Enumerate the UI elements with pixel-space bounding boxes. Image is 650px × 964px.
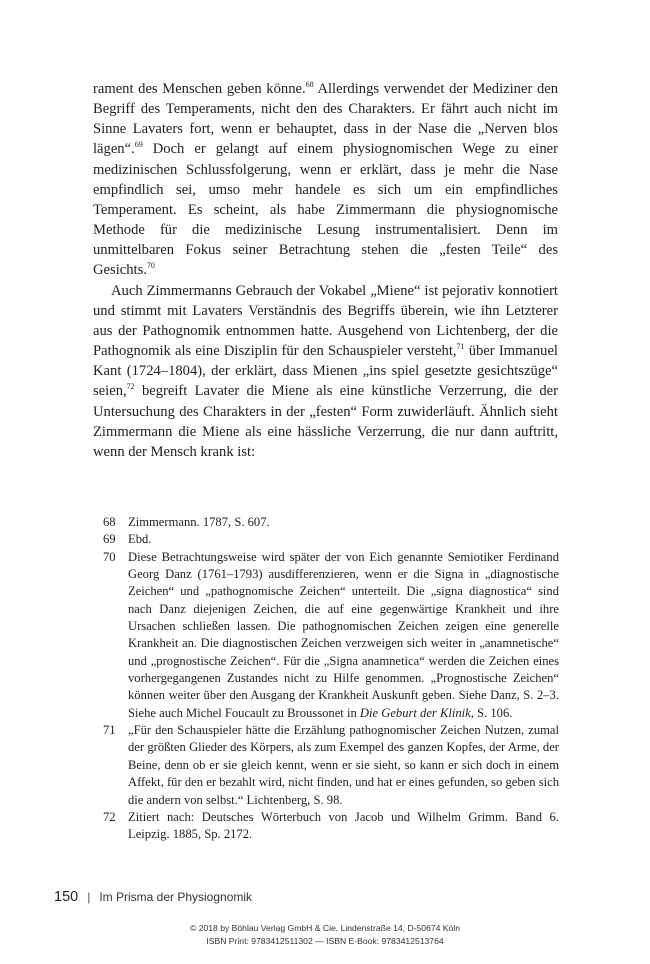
body-text — [93, 79, 558, 462]
footnote-number: 69 — [103, 532, 116, 547]
paragraph — [93, 79, 558, 281]
footnote-number: 68 — [103, 515, 116, 529]
footnote-reference: 68 — [305, 80, 314, 89]
footnote-reference: 72 — [126, 382, 135, 392]
text-run: Auch Zimmermanns Gebrauch der Vokabel „Miene“ ist pejorativ konnotiert und stimmt mit Lavaters Verständnis des Begriffs überein, wie ihn Letzterer aus der Pathognomik entnommen hatte. Ausgehend von Lichtenberg, der die Pathognomik als eine Disziplin für den Schauspieler versteht, — [93, 282, 558, 360]
text-run: Doch er gelangt auf einem physiognomischen Wege zu einer medizinischen Schlussfolgerung, wenn er erklärt, dass je mehr die Nase empfindlich sei, umso mehr handele es sich um ein empfindliches Temperament. Es scheint, als habe Zimmermann die physiognomische Methode für die medizinische Lesung instrumentalisiert. Denn im unmittelbaren Fokus seiner Betrachtung stehen die „festen Teile“ des Gesichts. — [93, 141, 558, 279]
text-run: begreift Lavater die Miene als eine künstliche Verzerrung, die der Untersuchung des Charakters in der „festen“ Form zuwiderläuft. Ähnlich sieht Zimmermann die Miene als eine hässliche Verzerrung, die nur dann auftritt, wenn der Mensch krank ist: — [93, 383, 558, 460]
copyright-notice — [0, 922, 650, 949]
footnote-number: 70 — [103, 549, 116, 564]
text-run: Diese Betrachtungsweise wird später der von Eich genannte Semiotiker Ferdinand Georg Danz (1761–1793) ausdifferenzieren, wenn er die Signa in „diagnostische Zeichen“ und „pathognomische Zeichen“ unterteilt. Die „signa diagnostica“ sind nach Danz diejenigen Zeichen, die auf eine gegenwärtige Krankheit und ihre Ursachen schließen lassen. Die pathognomischen Zeichen zeigen eine generelle Krankheit an. Die diagnostischen Zeichen verzweigen sich weiter in „anamnetische“ und „prognostische Zeichen“. Für die „Signa anamnetica“ werden die Zeichen eines vorhergegangenen Zustandes nicht zu Hilfe genommen. „Prognostische Zeichen“ können weiter über den Ausgang der Krankheit Auskunft geben. Siehe Danz, S. 2–3. Siehe auch Michel Foucault zu Broussonet in — [128, 549, 559, 720]
text-run: , S. 106. — [470, 705, 513, 720]
footnote-number: 72 — [103, 809, 116, 824]
text-run: Ebd. — [128, 532, 152, 547]
footnote — [103, 549, 559, 722]
copyright-line: © 2018 by Böhlau Verlag GmbH & Cie, Lindenstraße 14, D-50674 Köln — [189, 923, 461, 933]
footnote — [103, 514, 559, 531]
text-run: über Immanuel Kant (1724–1804), der erklärt, dass Mienen „ins spiel gesetzte gesichtszüge“ seien, — [93, 343, 558, 400]
page-number: 150 — [54, 889, 79, 905]
text-run: rament des Menschen geben könne. — [93, 81, 306, 97]
footnote-reference: 69 — [134, 140, 143, 150]
text-run: „Für den Schauspieler hätte die Erzählung pathognomischer Zeichen Nutzen, zumal der größten Glieder des Körpers, als zum Exempel des ganzen Kopfes, der Arme, der Beine, denn ob er sie gleich kennt, wenn er sie sieht, so kann er sich doch in einem Affekt, für den er bezahlt wird, nicht finden, und hat er eines gefunden, so geben sich die andern von selbst.“ Lichtenberg, S. 98. — [128, 723, 559, 807]
footnote — [103, 722, 559, 809]
footnote — [103, 809, 559, 844]
footnote-text — [128, 549, 559, 722]
text-run: Zitiert nach: Deutsches Wörterbuch von Jacob und Wilhelm Grimm. Band 6. Leipzig. 1885, Sp. 2172. — [128, 809, 559, 842]
italic-title: Die Geburt der Klinik — [359, 705, 471, 720]
footnote-text — [128, 514, 559, 531]
footnote-text — [128, 809, 559, 844]
text-run: Allerdings verwendet der Mediziner den Begriff des Temperaments, nicht den des Charakters. Er fährt auch nicht im Sinne Lavaters fort, wenn er behauptet, dass in der Nase die „Nerven blos lägen“. — [93, 81, 559, 158]
paragraph — [93, 281, 558, 462]
footnote-reference: 70 — [146, 261, 155, 271]
running-footer — [54, 889, 252, 905]
text-run: Zimmermann. 1787, S. 607. — [128, 515, 270, 529]
footnote-reference: 71 — [456, 342, 465, 352]
running-title: Im Prisma der Physiognomik — [99, 890, 253, 904]
footnote-number: 71 — [103, 723, 116, 738]
footnotes — [103, 514, 559, 844]
footer-separator: | — [87, 890, 91, 904]
footnote-text — [128, 531, 559, 548]
footnote-text — [128, 722, 559, 809]
isbn-line: ISBN Print: 9783412511302 — ISBN E-Book: 9783412513764 — [206, 936, 444, 947]
footnote — [103, 531, 559, 548]
